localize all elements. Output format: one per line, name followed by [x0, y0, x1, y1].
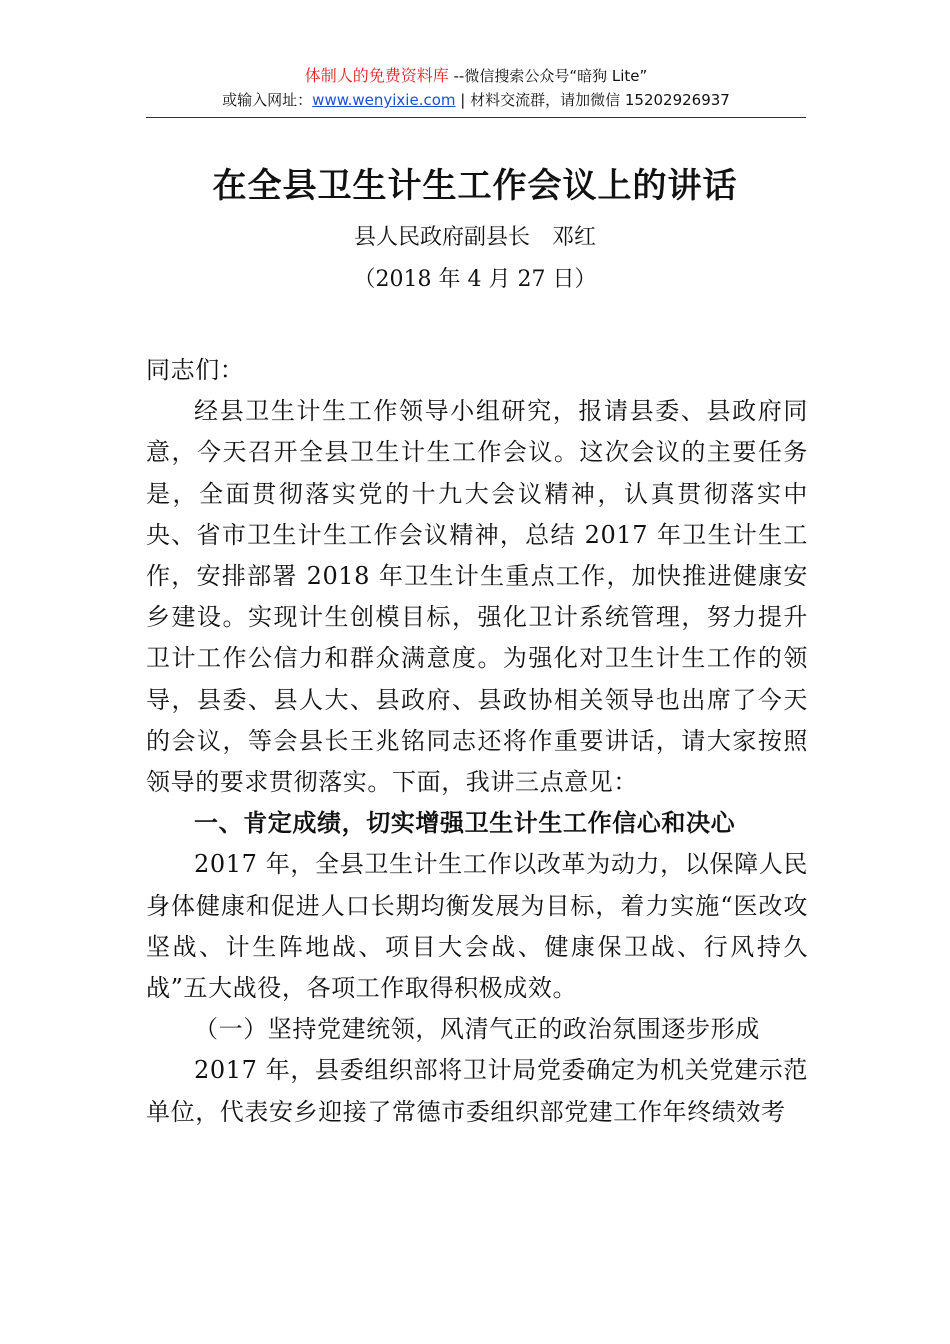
- document-title: 在全县卫生计生工作会议上的讲话: [212, 166, 738, 206]
- document-author: 县人民政府副县长 邓红: [353, 225, 596, 250]
- section-1-paragraph: 2017 年，全县卫生计生工作以改革为动力，以保障人民身体健康和促进人口长期均衡发展为目标，着力实施“医改攻坚战、计生阵地战、项目大会战、健康保卫战、行风持久战”五大战役，各项工作取得积极成效。: [146, 850, 808, 1003]
- salutation: 同志们：: [146, 356, 245, 384]
- document-date: （2018 年 4 月 27 日）: [353, 267, 597, 292]
- subsection-1-paragraph: 2017 年，县委组织部将卫计局党委确定为机关党建示范单位，代表安乡迎接了常德市委组织部党建工作年终绩效考: [146, 1056, 808, 1126]
- header-contact: | 材料交流群，请加微信 15202926937: [455, 91, 730, 109]
- header-line-1: [146, 64, 806, 88]
- section-heading-1: 一、肯定成绩，切实增强卫生计生工作信心和决心: [194, 809, 736, 838]
- page-header: [146, 64, 806, 112]
- subsection-heading-1: （一）坚持党建统领，风清气正的政治氛围逐步形成: [194, 1015, 760, 1044]
- website-link[interactable]: www.wenyixie.com: [312, 91, 456, 109]
- intro-paragraph: 经县卫生计生工作领导小组研究，报请县委、县政府同意，今天召开全县卫生计生工作会议。这次会议的主要任务是，全面贯彻落实党的十九大会议精神，认真贯彻落实中央、省市卫生计生工作会议精神，总结 2017 年卫生计生工作，安排部署 2018 年卫生计生重点工作，加快推进健康安乡建设。实现计生创模目标，强化卫计系统管理，努力提升卫计工作公信力和群众满意度。为强化对卫生计生工作的领导，县委、县人大、县政府、县政协相关领导也出席了今天的会议，等会县长王兆铭同志还将作重要讲话，请大家按照领导的要求贯彻落实。下面，我讲三点意见：: [146, 397, 808, 797]
- brand-name: 体制人的免费资料库: [304, 66, 449, 85]
- url-prefix: 或输入网址：: [222, 91, 313, 109]
- header-line-2: [146, 88, 806, 112]
- document-body: [146, 350, 808, 1133]
- header-slogan: --微信搜索公众号“暗狗 Lite”: [448, 67, 648, 85]
- header-divider: [146, 117, 806, 118]
